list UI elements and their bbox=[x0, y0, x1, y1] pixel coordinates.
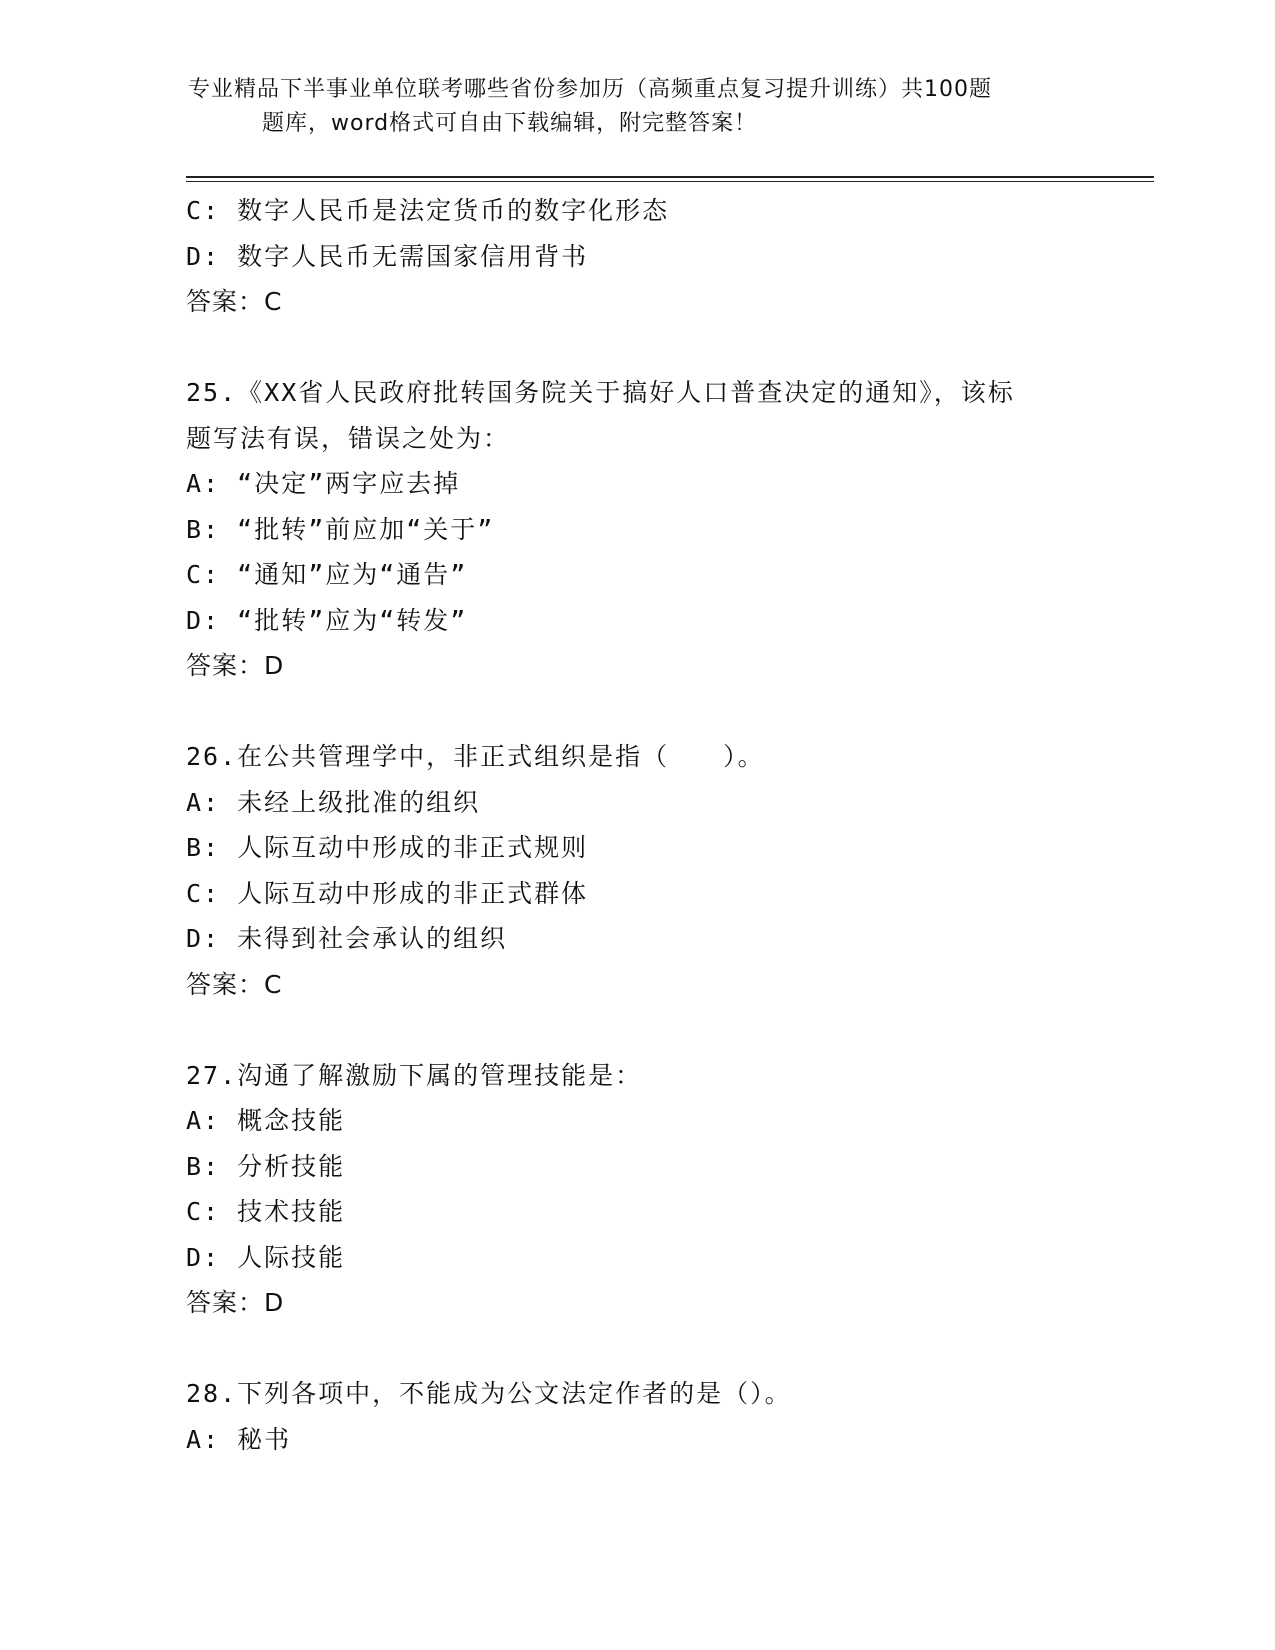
page-header bbox=[0, 0, 1275, 190]
question-stem: 26.在公共管理学中，非正式组织是指（ ）。 bbox=[186, 742, 765, 771]
question-28 bbox=[186, 1371, 1126, 1462]
answer: 答案：C bbox=[186, 969, 283, 999]
option-b: B: 人际互动中形成的非正式规则 bbox=[186, 833, 589, 862]
spacer bbox=[186, 689, 1126, 735]
option-a: A: “决定”两字应去掉 bbox=[186, 469, 461, 498]
question-24-tail bbox=[186, 188, 1126, 325]
question-stem: 25.《XX省人民政府批转国务院关于搞好人口普查决定的通知》，该标 bbox=[186, 378, 1015, 407]
spacer bbox=[186, 325, 1126, 371]
question-stem-continued: 题写法有误，错误之处为： bbox=[186, 423, 511, 453]
answer: 答案：C bbox=[186, 287, 283, 316]
option-c: C: “通知”应为“通告” bbox=[186, 560, 468, 589]
question-27 bbox=[186, 1053, 1126, 1326]
spacer bbox=[186, 1326, 1126, 1372]
question-25 bbox=[186, 370, 1126, 689]
option-d: D: “批转”应为“转发” bbox=[186, 605, 468, 635]
option-d: D: 未得到社会承认的组织 bbox=[186, 924, 508, 953]
option-a: A: 未经上级批准的组织 bbox=[186, 787, 481, 817]
answer: 答案：D bbox=[186, 651, 285, 680]
header-rule-thick bbox=[186, 176, 1154, 178]
option-c: C: 数字人民币是法定货币的数字化形态 bbox=[186, 196, 670, 225]
option-b: B: “批转”前应加“关于” bbox=[186, 514, 495, 544]
option-a: A: 秘书 bbox=[186, 1424, 292, 1454]
answer: 答案：D bbox=[186, 1288, 285, 1317]
option-a: A: 概念技能 bbox=[186, 1106, 346, 1135]
option-d: D: 人际技能 bbox=[186, 1242, 346, 1272]
document-title-line1: 专业精品下半事业单位联考哪些省份参加历（高频重点复习提升训练）共100题 bbox=[188, 77, 992, 102]
option-b: B: 分析技能 bbox=[186, 1151, 346, 1181]
question-stem: 27.沟通了解激励下属的管理技能是： bbox=[186, 1060, 643, 1090]
question-26 bbox=[186, 734, 1126, 1007]
question-stem: 28.下列各项中，不能成为公文法定作者的是（）。 bbox=[186, 1379, 792, 1408]
spacer bbox=[186, 1007, 1126, 1053]
document-title-line2: 题库，word格式可自由下载编辑，附完整答案！ bbox=[262, 111, 758, 136]
option-d: D: 数字人民币无需国家信用背书 bbox=[186, 241, 589, 271]
option-c: C: 技术技能 bbox=[186, 1197, 346, 1226]
question-list bbox=[186, 188, 1126, 1462]
header-rule-thin bbox=[186, 181, 1154, 182]
option-c: C: 人际互动中形成的非正式群体 bbox=[186, 878, 589, 908]
